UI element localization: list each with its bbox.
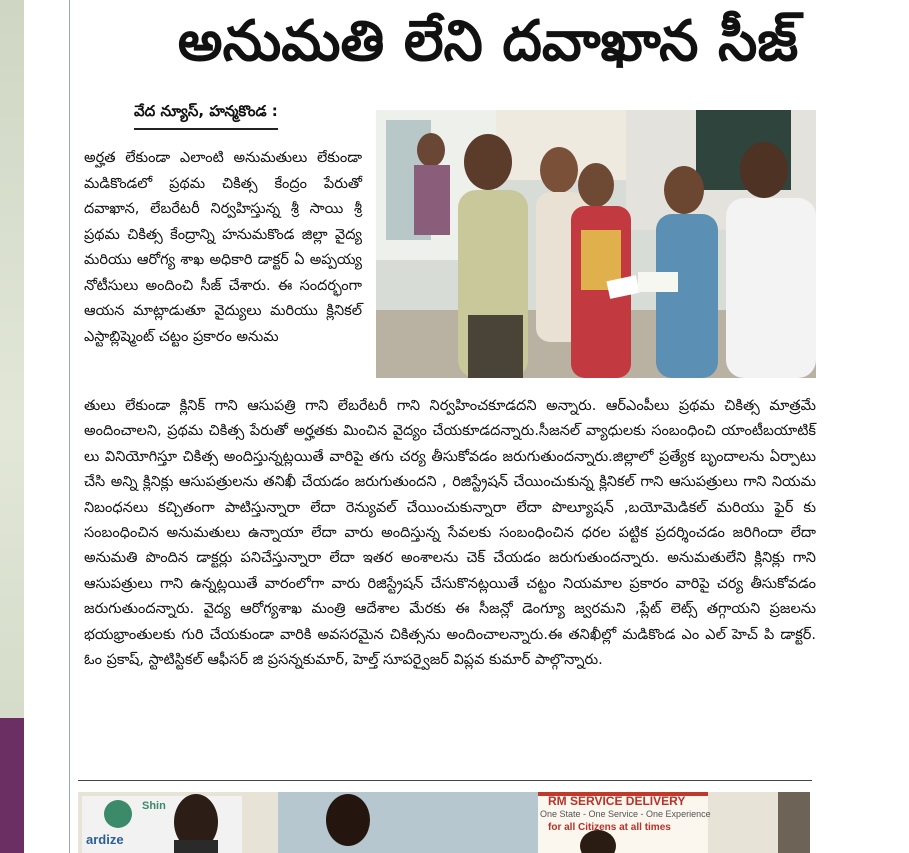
- photo-banner-line3: for all Citizens at all times: [548, 822, 671, 833]
- article-byline: వేద న్యూస్, హన్మకొండ :: [134, 102, 278, 130]
- article-paragraph-column: అర్హత లేకుండా ఎలాంటి అనుమతులు లేకుండా మడికొండలో ప్రథమ చికిత్స కేంద్రం పేరుతో దవాఖాన, లేబరేటరీ నిర్వహిస్తున్న శ్రీ సాయి శ్రీ ప్రథమ చికిత్స కేంద్రాన్ని హనుమకొండ జిల్లా వైద్య మరియు ఆరోగ్య శాఖ అధికారి డాక్టర్ ఏ అప్పయ్య నోటీసులు అందించి సీజ్ చేశారు. ఈ సందర్భంగా ఆయన మాట్లాడుతూ వైద్యులు మరియు క్లినికల్ ఎస్టాబ్లిష్మెంట్ చట్టం ప్రకారం అనుమ: [84, 150, 362, 345]
- article-end-rule: [78, 780, 812, 781]
- article-photo-bottom: [78, 792, 810, 853]
- photo-illustration: [376, 110, 816, 378]
- photo-sign-left: ardize: [86, 832, 124, 847]
- page-edge-strip: [0, 0, 24, 853]
- column-rule: [69, 0, 70, 853]
- page-edge-fade: [0, 0, 24, 718]
- article-paragraph-wide: తులు లేకుండా క్లినిక్ గాని ఆసుపత్రి గాని లేబరేటరీ గాని నిర్వహించకూడదని అన్నారు. ఆర్ఎంపీలు ప్రథమ చికిత్స మాత్రమే అందించాలని, ప్రథమ చికిత్స పేరుతో అర్హతకు మించిన వైద్యం చేయకూడదన్నారు.సీజనల్ వ్యాధులకు సంబంధించి యాంటీబయాటిక్ లు వినియోగిస్తూ చికిత్స అందిస్తున్నట్లయితే వారిపై తగు చర్య తీసుకోవడం జరుగుతుందన్నారు.జిల్లాలో ప్రత్యేక బృందాలను ఏర్పాటు చేసి అన్ని క్లినిక్లు ఆసుపత్రులను తనిఖీ చేయడం జరుగుతుందని , రిజిస్ట్రేషన్ చేయించుకున్న క్లినికల్ గాని ఆసుపత్రులు గాని నియమ నిబంధనలు కచ్చితంగా పాటిస్తున్నారా లేదా రెన్యువల్ చేయించుకున్నారా లేదా పొల్యూషన్ ,బయోమెడికల్ మరియు ఫైర్ కు సంబంధించిన అనుమతులు ఉన్నాయా లేదా వారు అందిస్తున్న సేవలకు సంబంధించిన ధరల పట్టిక ప్రదర్శించడం జరిగిందా లేదా అనుమతి పొందిన డాక్టర్లు పనిచేస్తున్నారా లేదా ఇతర అంశాలను చెక్ చేయడం జరుగుతుందన్నారు. అనుమతులేని క్లినిక్లు గాని ఆసుపత్రులు గాని ఉన్నట్లయితే వారంలోగా వారు రిజిస్ట్రేషన్ చేసుకొనట్లయితే చట్టం నియమాల ప్రకారం వారిపై చర్య తీసుకోవడం జరుగుతుందన్నారు. వైద్య ఆరోగ్యశాఖ మంత్రి ఆదేశాల మేరకు ఈ సీజన్లో డెంగ్యూ జ్వరమని ,ప్లేట్ లెట్స్ తగ్గాయని ప్రజలను భయభ్రాంతులకు గురి చేయకుండా వారికి అవసరమైన చికిత్సను అందించాలన్నారు.ఈ తనిఖీల్లో మడికొండ ఎం ఎల్ హెచ్ పి డాక్టర్. ఓం ప్రకాష్, స్టాటిస్టికల్ ఆఫీసర్ జి ప్రసన్నకుమార్, హెల్త్ సూపర్వైజర్ విప్లవ కుమార్ పాల్గొన్నారు.: [84, 398, 816, 669]
- photo-sign-left2: Shin: [142, 800, 166, 812]
- photo-bottom-illustration: [78, 792, 810, 853]
- article-headline: అనుమతి లేని దవాఖాన సీజ్: [177, 9, 799, 74]
- article-body-wide: [84, 394, 816, 673]
- photo-banner-line2: One State - One Service - One Experience: [540, 809, 711, 819]
- article-body-column: [84, 146, 362, 350]
- page-edge-accent: [0, 718, 24, 853]
- photo-banner-line1: RM SERVICE DELIVERY: [548, 794, 686, 808]
- article-photo-inspection: [376, 110, 816, 378]
